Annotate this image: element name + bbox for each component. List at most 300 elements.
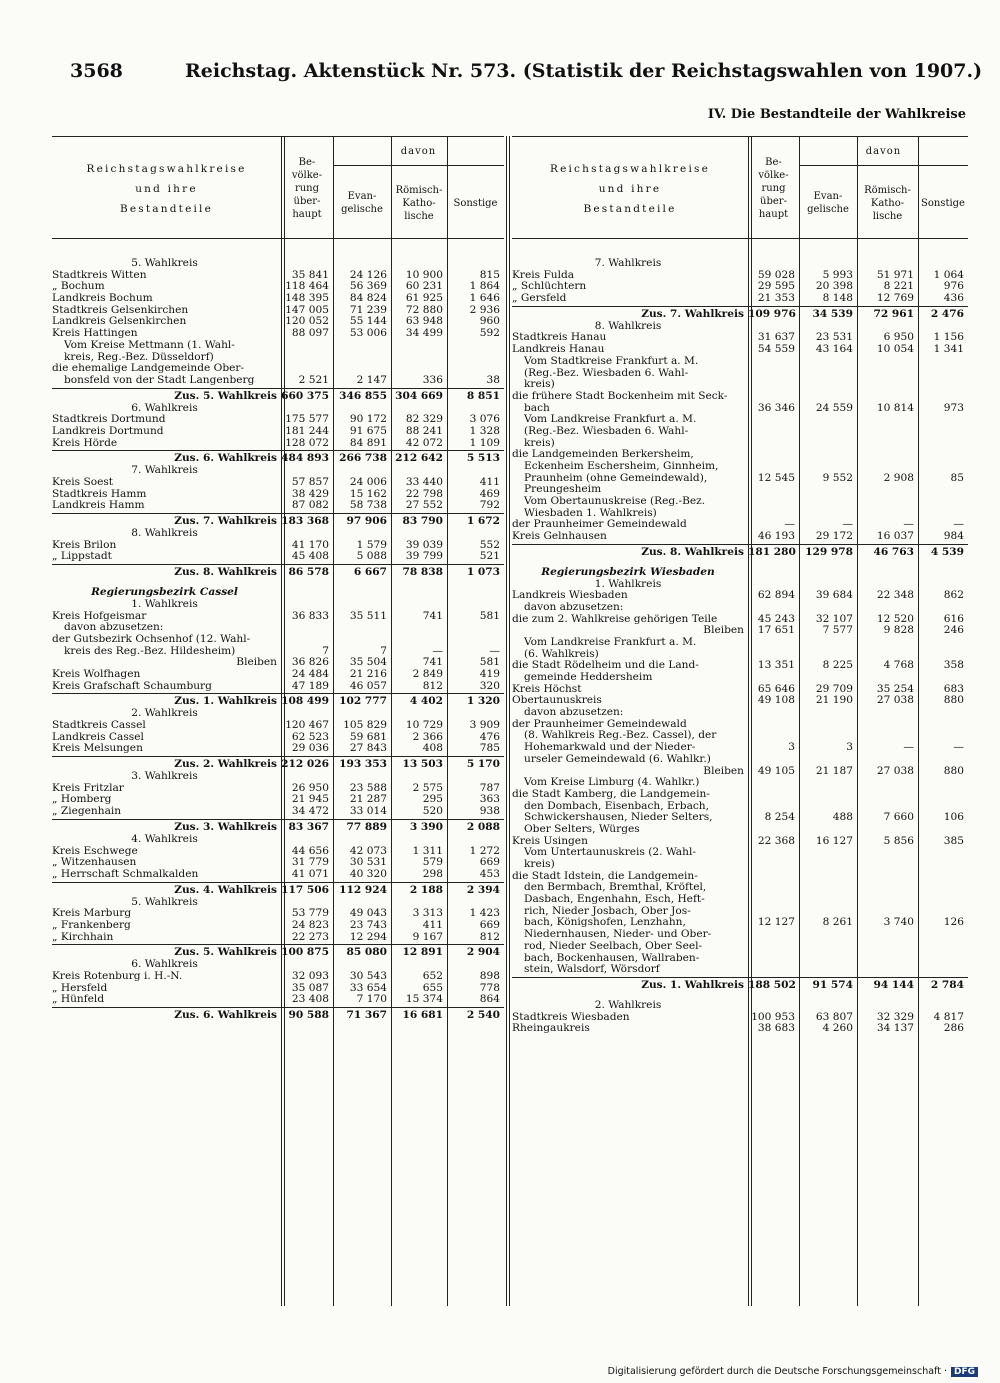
table-row <box>512 484 968 496</box>
value-other: 521 <box>479 550 500 563</box>
value-evangelical: 29 172 <box>815 530 853 543</box>
value-population: 41 170 <box>291 538 329 551</box>
value-population: 31 637 <box>757 331 795 344</box>
value-population: 8 254 <box>764 811 795 824</box>
table-row <box>512 414 968 426</box>
value-other: 581 <box>479 609 500 622</box>
value-population: 22 368 <box>757 834 795 847</box>
value-catholic: 72 961 <box>873 307 914 320</box>
value-catholic: 579 <box>422 856 443 869</box>
row-label: Stadtkreis Cassel <box>52 720 146 731</box>
value-evangelical: 58 738 <box>349 499 387 512</box>
value-other: 476 <box>479 730 500 743</box>
value-evangelical: 7 577 <box>822 624 853 637</box>
table-row <box>52 932 504 944</box>
row-label: rod, Nieder Seelbach, Ober Seel- <box>524 940 703 952</box>
value-evangelical: 7 <box>380 644 387 657</box>
value-evangelical: 8 148 <box>822 292 853 305</box>
table-row <box>52 971 504 983</box>
value-catholic: 8 221 <box>883 280 914 293</box>
table-row <box>512 1000 968 1012</box>
value-catholic: 27 038 <box>876 764 914 777</box>
header-population: Be- völke- rung über- haupt <box>291 157 323 220</box>
value-catholic: 22 798 <box>405 487 443 500</box>
total-row <box>512 977 968 992</box>
row-label: kreis des Reg.-Bez. Hildesheim) <box>64 645 236 657</box>
row-label: Stadtkreis Hanau <box>512 332 607 344</box>
table-row <box>512 508 968 520</box>
value-other: 1 864 <box>469 280 500 293</box>
row-label: Landkreis Bochum <box>52 293 153 305</box>
table-row <box>512 707 968 719</box>
value-population: 41 071 <box>291 867 329 880</box>
table-row <box>52 681 504 693</box>
value-catholic: 39 039 <box>405 538 443 551</box>
value-catholic: 655 <box>422 981 443 994</box>
value-other: 1 073 <box>466 566 500 579</box>
value-catholic: 15 374 <box>405 993 443 1006</box>
value-other: 1 423 <box>469 907 500 920</box>
value-population: 109 976 <box>748 307 796 320</box>
row-label: „ Witzenhausen <box>52 857 137 869</box>
value-other: 778 <box>479 981 500 994</box>
value-other: 411 <box>479 476 500 488</box>
value-population: 36 833 <box>291 609 329 622</box>
row-label: Eckenheim Eschersheim, Ginnheim, <box>524 461 719 472</box>
value-other: 616 <box>943 612 964 625</box>
value-population: 29 595 <box>757 280 795 293</box>
row-label: davon abzusetzen: <box>524 601 624 613</box>
value-catholic: 10 729 <box>405 719 443 731</box>
value-catholic: 12 520 <box>876 612 914 625</box>
table-row <box>512 917 968 929</box>
table-row <box>512 590 968 602</box>
table-row <box>512 602 968 614</box>
row-label: Vom Kreise Mettmann (1. Wahl- <box>64 339 235 351</box>
value-evangelical: 49 043 <box>349 907 387 920</box>
header-evangelical: Evan- gelische <box>333 165 391 240</box>
value-catholic: 33 440 <box>405 476 443 488</box>
value-evangelical: 85 080 <box>346 946 387 959</box>
value-other: 787 <box>479 781 500 794</box>
value-population: 212 026 <box>281 758 329 771</box>
value-population: 45 243 <box>757 612 795 625</box>
value-catholic: 32 329 <box>876 1010 914 1023</box>
table-row <box>512 847 968 859</box>
value-catholic: 741 <box>422 609 443 622</box>
value-population: 148 395 <box>285 292 329 305</box>
row-label: Zus. 8. Wahlkreis <box>641 545 744 558</box>
table-row <box>512 449 968 461</box>
value-other: 363 <box>479 793 500 806</box>
value-evangelical: 91 675 <box>349 424 387 437</box>
row-label: Schwickershausen, Nieder Selters, <box>524 812 713 824</box>
value-other: 792 <box>479 499 500 512</box>
value-catholic: 3 390 <box>409 820 443 833</box>
row-label: „ Ziegenhain <box>52 806 122 818</box>
value-other: 453 <box>479 867 500 880</box>
row-label: 1. Wahlkreis <box>594 578 662 590</box>
row-label: Kreis Gelnhausen <box>512 531 607 543</box>
row-label: „ Frankenberg <box>52 919 131 931</box>
value-population: 49 108 <box>757 694 795 707</box>
table-row <box>512 293 968 305</box>
value-catholic: 741 <box>422 656 443 669</box>
value-catholic: — <box>903 741 914 754</box>
row-label: Zus. 4. Wahlkreis <box>174 883 277 896</box>
row-label: „ Schlüchtern <box>512 281 587 293</box>
row-label: (8. Wahlkreis Reg.-Bez. Cassel), der <box>524 730 717 742</box>
value-catholic: 2 908 <box>883 471 914 484</box>
value-catholic: 13 503 <box>402 758 443 771</box>
value-evangelical: 40 320 <box>349 867 387 880</box>
value-population: 100 875 <box>281 946 329 959</box>
value-catholic: 27 552 <box>405 499 443 512</box>
table-row <box>52 806 504 818</box>
value-other: 358 <box>943 659 964 672</box>
table-row <box>52 328 504 340</box>
value-catholic: 12 891 <box>402 946 443 959</box>
value-other: 419 <box>479 667 500 680</box>
row-label: Stadtkreis Witten <box>52 269 147 281</box>
row-label: Kreis Marburg <box>52 908 132 920</box>
row-label: Rheingaukreis <box>512 1023 590 1035</box>
table-row <box>512 1023 968 1035</box>
row-label: 7. Wahlkreis <box>131 465 198 477</box>
row-label: 6. Wahlkreis <box>131 402 198 414</box>
value-catholic: 295 <box>422 793 443 806</box>
header-population: Be- völke- rung über- haupt <box>758 157 789 220</box>
value-catholic: 520 <box>422 805 443 818</box>
value-evangelical: 4 260 <box>822 1022 853 1035</box>
value-catholic: 304 669 <box>395 389 443 402</box>
row-label: den Dombach, Eisenbach, Erbach, <box>524 800 710 812</box>
value-population: 59 028 <box>757 268 795 281</box>
value-evangelical: 84 824 <box>349 292 387 305</box>
value-catholic: 46 763 <box>873 545 914 558</box>
table-row <box>512 356 968 368</box>
value-other: 3 076 <box>469 413 500 426</box>
total-row <box>512 544 968 559</box>
table-row <box>512 660 968 672</box>
total-row <box>52 450 504 465</box>
value-catholic: 411 <box>422 918 443 931</box>
row-label: (Reg.-Bez. Wiesbaden 6. Wahl- <box>524 425 689 437</box>
row-label: Kreis Usingen <box>512 835 588 847</box>
value-other: 1 341 <box>933 343 964 356</box>
value-population: 36 346 <box>757 401 795 414</box>
value-evangelical: 33 654 <box>349 981 387 994</box>
value-other: 2 088 <box>466 820 500 833</box>
table-row <box>52 869 504 881</box>
value-catholic: 83 790 <box>402 515 443 528</box>
value-evangelical: 53 006 <box>349 327 387 340</box>
value-other: 2 904 <box>466 946 500 959</box>
value-population: 35 087 <box>291 981 329 994</box>
table-row <box>52 994 504 1006</box>
row-label: die zum 2. Wahlkreise gehörigen Teile <box>512 613 718 625</box>
row-label: kreis) <box>524 859 555 870</box>
row-label: kreis) <box>524 379 555 391</box>
value-catholic: 27 038 <box>876 694 914 707</box>
value-other: 2 540 <box>466 1009 500 1022</box>
table-row <box>512 894 968 906</box>
value-evangelical: 56 369 <box>349 280 387 293</box>
row-label: Kreis Grafschaft Schaumburg <box>52 680 212 692</box>
row-label: Kreis Fritzlar <box>52 782 124 794</box>
row-label: Regierungsbezirk Wiesbaden <box>541 566 715 578</box>
value-other: 320 <box>479 679 500 692</box>
row-label: Zus. 1. Wahlkreis <box>174 695 277 708</box>
value-evangelical: 5 088 <box>356 550 387 563</box>
value-other: 898 <box>479 970 500 982</box>
row-label: Kreis Melsungen <box>52 743 143 755</box>
row-label: Kreis Hofgeismar <box>52 610 147 622</box>
value-population: 88 097 <box>291 327 329 340</box>
value-population: 26 950 <box>291 781 329 794</box>
row-label: Zus. 8. Wahlkreis <box>174 566 277 579</box>
value-evangelical: 21 287 <box>349 793 387 806</box>
value-other: 1 064 <box>933 268 964 281</box>
value-other: 3 909 <box>469 719 500 731</box>
table-row <box>512 625 968 637</box>
row-label: „ Hünfeld <box>52 994 105 1006</box>
value-catholic: 88 241 <box>405 424 443 437</box>
value-evangelical: 33 014 <box>349 805 387 818</box>
table-row <box>512 672 968 684</box>
row-label: Zus. 7. Wahlkreis <box>641 307 744 320</box>
value-other: 5 513 <box>466 452 500 465</box>
value-evangelical: 193 353 <box>339 758 387 771</box>
total-row <box>52 388 504 403</box>
row-label: gemeinde Heddersheim <box>524 672 653 683</box>
page-number: 3568 <box>70 60 123 82</box>
row-label: Landkreis Cassel <box>52 731 144 743</box>
row-label: Kreis Wolfhagen <box>52 668 141 680</box>
row-label: Landkreis Hamm <box>52 500 145 512</box>
table-row <box>52 587 504 599</box>
footer-text: Digitalisierung gefördert durch die Deutsche Forschungsgemeinschaft · <box>607 1366 947 1377</box>
row-label: Landkreis Dortmund <box>52 425 164 437</box>
row-label: Kreis Eschwege <box>52 845 138 857</box>
value-catholic: 22 348 <box>876 589 914 602</box>
table-row <box>52 579 504 587</box>
value-population: 45 408 <box>291 550 329 563</box>
row-label: „ Gersfeld <box>512 293 567 305</box>
table-row <box>512 882 968 894</box>
value-population: 46 193 <box>757 530 795 543</box>
row-label: bach <box>524 402 550 414</box>
row-label: Landkreis Wiesbaden <box>512 590 628 602</box>
value-catholic: 82 329 <box>405 413 443 426</box>
value-other: 38 <box>486 373 500 386</box>
value-other: 973 <box>943 401 964 414</box>
value-catholic: 60 231 <box>405 280 443 293</box>
row-label: „ Hersfeld <box>52 982 108 994</box>
row-label: davon abzusetzen: <box>64 622 164 634</box>
section-title: IV. Die Bestandteile der Wahlkreise <box>707 107 966 122</box>
row-label: 5. Wahlkreis <box>131 896 198 908</box>
value-population: 118 464 <box>285 280 329 293</box>
header-name: Reichstagswahlkreise und ihre Bestandteile <box>86 162 247 215</box>
value-evangelical: 21 190 <box>815 694 853 707</box>
value-population: 100 953 <box>751 1010 795 1023</box>
value-catholic: 5 856 <box>883 834 914 847</box>
value-catholic: 39 799 <box>405 550 443 563</box>
table-row <box>52 551 504 563</box>
table-row <box>512 719 968 731</box>
value-other: 669 <box>479 856 500 869</box>
value-population: 3 <box>788 741 795 754</box>
value-other: 812 <box>479 930 500 943</box>
value-catholic: 34 499 <box>405 327 443 340</box>
value-other: 880 <box>943 694 964 707</box>
value-population: 62 523 <box>291 730 329 743</box>
header-davon: davon <box>400 145 437 157</box>
row-label: „ Homberg <box>52 794 112 806</box>
value-population: 83 367 <box>288 820 329 833</box>
table-row <box>512 344 968 356</box>
value-catholic: 3 313 <box>412 907 443 920</box>
row-label: 3. Wahlkreis <box>131 771 198 783</box>
value-other: 1 320 <box>466 695 500 708</box>
row-label: 7. Wahlkreis <box>594 258 662 269</box>
value-catholic: 51 971 <box>876 268 914 281</box>
row-label: die Stadt Rödelheim und die Land- <box>512 660 699 672</box>
table-row <box>512 637 968 649</box>
value-catholic: 2 366 <box>412 730 443 743</box>
table-row <box>512 992 968 1000</box>
value-other: 286 <box>943 1022 964 1035</box>
table-row <box>512 941 968 953</box>
row-label: Stadtkreis Hamm <box>52 488 147 500</box>
value-catholic: — <box>903 518 914 531</box>
value-population: 57 857 <box>291 476 329 488</box>
row-label: Zus. 5. Wahlkreis <box>174 946 277 959</box>
table-row <box>52 920 504 932</box>
value-evangelical: 8 261 <box>822 916 853 929</box>
table-row <box>52 771 504 783</box>
value-catholic: 7 660 <box>883 811 914 824</box>
table-body <box>512 258 968 1035</box>
row-label: Wiesbaden 1. Wahlkreis) <box>524 507 657 519</box>
table-row <box>512 754 968 766</box>
value-other: 2 394 <box>466 883 500 896</box>
value-evangelical: 21 187 <box>815 764 853 777</box>
row-label: davon abzusetzen: <box>524 707 624 719</box>
row-label: bach, Königshofen, Lenzhahn, <box>524 917 686 929</box>
total-row <box>52 819 504 834</box>
value-evangelical: 43 164 <box>815 343 853 356</box>
table-row <box>52 634 504 646</box>
row-label: Kreis Fulda <box>512 269 575 281</box>
value-evangelical: 8 225 <box>822 659 853 672</box>
value-evangelical: 30 531 <box>349 856 387 869</box>
value-other: 581 <box>479 656 500 669</box>
row-label: Niedernhausen, Nieder- und Ober- <box>524 929 712 941</box>
value-other: 106 <box>943 811 964 824</box>
value-catholic: 2 849 <box>412 667 443 680</box>
header-catholic: Römisch- Katho- lische <box>391 165 447 240</box>
value-catholic: 652 <box>422 970 443 982</box>
value-evangelical: 42 073 <box>349 844 387 857</box>
value-evangelical: 34 539 <box>812 307 853 320</box>
row-label: Vom Kreise Limburg (4. Wahlkr.) <box>524 777 700 789</box>
table-row <box>512 812 968 824</box>
value-catholic: 94 144 <box>873 978 914 991</box>
value-catholic: 6 950 <box>883 331 914 344</box>
total-row <box>52 564 504 579</box>
value-population: 108 499 <box>281 695 329 708</box>
header-davon: davon <box>865 145 902 157</box>
row-label: die ehemalige Landgemeinde Ober- <box>52 363 245 375</box>
row-label: Zus. 5. Wahlkreis <box>174 389 277 402</box>
value-other: 1 109 <box>469 436 500 449</box>
value-population: 147 005 <box>285 303 329 316</box>
value-catholic: 10 814 <box>876 401 914 414</box>
value-other: 1 156 <box>933 331 964 344</box>
row-label: Obertaunuskreis <box>512 695 602 707</box>
table-row <box>52 258 504 270</box>
table-row <box>512 531 968 543</box>
value-population: 188 502 <box>748 978 796 991</box>
table-row <box>512 789 968 801</box>
value-catholic: 16 681 <box>402 1009 443 1022</box>
table-row <box>512 559 968 567</box>
value-evangelical: 2 147 <box>356 373 387 386</box>
table-row <box>52 352 504 364</box>
value-population: 13 351 <box>757 659 795 672</box>
page-title: Reichstag. Aktenstück Nr. 573. (Statistik der Reichstagswahlen von 1907.) <box>185 60 983 82</box>
row-label: 8. Wahlkreis <box>594 320 662 332</box>
value-catholic: 16 037 <box>876 530 914 543</box>
value-population: 36 826 <box>291 656 329 669</box>
value-population: 24 823 <box>291 918 329 931</box>
value-catholic: 10 900 <box>405 268 443 281</box>
row-label: „ Lippstadt <box>52 551 112 563</box>
value-population: 35 841 <box>291 268 329 281</box>
row-label: „ Bochum <box>52 281 105 293</box>
table-row <box>512 859 968 871</box>
value-other: 2 476 <box>930 307 964 320</box>
value-other: 85 <box>950 471 964 484</box>
table-row <box>52 834 504 846</box>
value-evangelical: 23 743 <box>349 918 387 931</box>
value-population: 44 656 <box>291 844 329 857</box>
row-label: kreis, Reg.-Bez. Düsseldorf) <box>64 351 214 363</box>
table-row <box>52 599 504 611</box>
value-evangelical: 23 588 <box>349 781 387 794</box>
value-population: 47 189 <box>291 679 329 692</box>
table-row <box>512 964 968 976</box>
value-population: 117 506 <box>281 883 329 896</box>
table-row <box>512 929 968 941</box>
value-other: 960 <box>479 315 500 328</box>
table-row <box>512 258 968 270</box>
row-label: Zus. 2. Wahlkreis <box>174 758 277 771</box>
row-label: Vom Obertaunuskreise (Reg.-Bez. <box>524 496 706 508</box>
value-catholic: 1 311 <box>412 844 443 857</box>
row-label: rich, Nieder Josbach, Ober Jos- <box>524 905 691 917</box>
table-row <box>512 742 968 754</box>
value-other: 592 <box>479 327 500 340</box>
value-evangelical: 16 127 <box>815 834 853 847</box>
row-label: 2. Wahlkreis <box>131 708 198 720</box>
value-population: 120 467 <box>285 719 329 731</box>
value-other: 246 <box>943 624 964 637</box>
value-evangelical: 23 531 <box>815 331 853 344</box>
right-table <box>512 136 968 1306</box>
